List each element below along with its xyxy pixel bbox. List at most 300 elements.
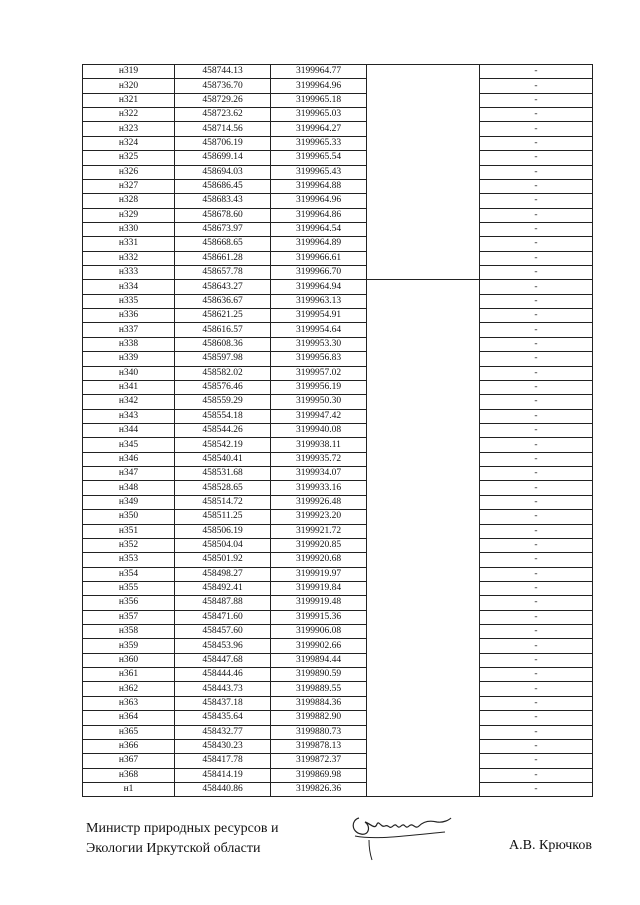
point-id-cell: н320: [83, 79, 175, 93]
y-coordinate-cell: 3199872.37: [271, 754, 367, 768]
x-coordinate-cell: 458661.28: [175, 251, 271, 265]
y-coordinate-cell: 3199826.36: [271, 782, 367, 796]
y-coordinate-cell: 3199902.66: [271, 639, 367, 653]
y-coordinate-cell: 3199953.30: [271, 337, 367, 351]
minister-title-line2: Экологии Иркутской области: [86, 841, 261, 856]
point-id-cell: н335: [83, 294, 175, 308]
note-cell: -: [480, 208, 593, 222]
point-id-cell: н330: [83, 222, 175, 236]
table-row: [83, 409, 593, 423]
table-row: [83, 782, 593, 796]
point-id-cell: н353: [83, 553, 175, 567]
note-cell: -: [480, 222, 593, 236]
point-id-cell: н327: [83, 179, 175, 193]
signatory-name: А.В. Крючков: [509, 838, 592, 853]
empty-cell: [367, 495, 480, 509]
table-row: [83, 452, 593, 466]
x-coordinate-cell: 458511.25: [175, 510, 271, 524]
note-cell: -: [480, 438, 593, 452]
empty-cell: [367, 280, 480, 294]
x-coordinate-cell: 458683.43: [175, 194, 271, 208]
empty-cell: [367, 352, 480, 366]
table-row: [83, 467, 593, 481]
point-id-cell: н328: [83, 194, 175, 208]
point-id-cell: н350: [83, 510, 175, 524]
y-coordinate-cell: 3199890.59: [271, 668, 367, 682]
x-coordinate-cell: 458440.86: [175, 782, 271, 796]
empty-cell: [367, 251, 480, 265]
empty-cell: [367, 725, 480, 739]
x-coordinate-cell: 458471.60: [175, 610, 271, 624]
table-row: [83, 481, 593, 495]
minister-title: [86, 819, 278, 859]
y-coordinate-cell: 3199940.08: [271, 423, 367, 437]
coordinates-table-body: [83, 65, 593, 797]
x-coordinate-cell: 458430.23: [175, 739, 271, 753]
point-id-cell: н334: [83, 280, 175, 294]
table-row: [83, 337, 593, 351]
x-coordinate-cell: 458417.78: [175, 754, 271, 768]
y-coordinate-cell: 3199889.55: [271, 682, 367, 696]
point-id-cell: н324: [83, 136, 175, 150]
empty-cell: [367, 366, 480, 380]
table-row: [83, 653, 593, 667]
point-id-cell: н365: [83, 725, 175, 739]
note-cell: -: [480, 65, 593, 79]
y-coordinate-cell: 3199965.43: [271, 165, 367, 179]
empty-cell: [367, 337, 480, 351]
x-coordinate-cell: 458453.96: [175, 639, 271, 653]
note-cell: -: [480, 294, 593, 308]
note-cell: -: [480, 409, 593, 423]
empty-cell: [367, 610, 480, 624]
table-row: [83, 266, 593, 280]
y-coordinate-cell: 3199935.72: [271, 452, 367, 466]
note-cell: -: [480, 280, 593, 294]
table-row: [83, 208, 593, 222]
empty-cell: [367, 208, 480, 222]
note-cell: -: [480, 122, 593, 136]
empty-cell: [367, 567, 480, 581]
y-coordinate-cell: 3199919.84: [271, 581, 367, 595]
empty-cell: [367, 194, 480, 208]
point-id-cell: н352: [83, 538, 175, 552]
note-cell: -: [480, 108, 593, 122]
y-coordinate-cell: 3199966.70: [271, 266, 367, 280]
x-coordinate-cell: 458729.26: [175, 93, 271, 107]
point-id-cell: н336: [83, 309, 175, 323]
y-coordinate-cell: 3199933.16: [271, 481, 367, 495]
empty-cell: [367, 553, 480, 567]
point-id-cell: н338: [83, 337, 175, 351]
point-id-cell: н321: [83, 93, 175, 107]
minister-title-line1: Министр природных ресурсов и: [86, 821, 279, 836]
empty-cell: [367, 409, 480, 423]
note-cell: -: [480, 625, 593, 639]
x-coordinate-cell: 458443.73: [175, 682, 271, 696]
note-cell: -: [480, 639, 593, 653]
y-coordinate-cell: 3199915.36: [271, 610, 367, 624]
empty-cell: [367, 309, 480, 323]
note-cell: -: [480, 337, 593, 351]
table-row: [83, 711, 593, 725]
point-id-cell: н332: [83, 251, 175, 265]
table-row: [83, 581, 593, 595]
y-coordinate-cell: 3199964.77: [271, 65, 367, 79]
table-row: [83, 65, 593, 79]
x-coordinate-cell: 458576.46: [175, 380, 271, 394]
y-coordinate-cell: 3199964.89: [271, 237, 367, 251]
y-coordinate-cell: 3199921.72: [271, 524, 367, 538]
y-coordinate-cell: 3199906.08: [271, 625, 367, 639]
table-row: [83, 352, 593, 366]
note-cell: -: [480, 395, 593, 409]
note-cell: -: [480, 682, 593, 696]
note-cell: -: [480, 553, 593, 567]
empty-cell: [367, 596, 480, 610]
table-row: [83, 768, 593, 782]
note-cell: -: [480, 782, 593, 796]
empty-cell: [367, 237, 480, 251]
table-row: [83, 510, 593, 524]
empty-cell: [367, 668, 480, 682]
x-coordinate-cell: 458544.26: [175, 423, 271, 437]
note-cell: -: [480, 380, 593, 394]
x-coordinate-cell: 458744.13: [175, 65, 271, 79]
note-cell: -: [480, 366, 593, 380]
empty-cell: [367, 625, 480, 639]
empty-cell: [367, 696, 480, 710]
table-row: [83, 423, 593, 437]
table-row: [83, 108, 593, 122]
note-cell: -: [480, 179, 593, 193]
point-id-cell: н339: [83, 352, 175, 366]
point-id-cell: н349: [83, 495, 175, 509]
note-cell: -: [480, 309, 593, 323]
x-coordinate-cell: 458678.60: [175, 208, 271, 222]
table-row: [83, 222, 593, 236]
empty-cell: [367, 179, 480, 193]
note-cell: -: [480, 237, 593, 251]
x-coordinate-cell: 458528.65: [175, 481, 271, 495]
x-coordinate-cell: 458504.04: [175, 538, 271, 552]
x-coordinate-cell: 458487.88: [175, 596, 271, 610]
table-row: [83, 122, 593, 136]
x-coordinate-cell: 458559.29: [175, 395, 271, 409]
table-row: [83, 93, 593, 107]
y-coordinate-cell: 3199964.54: [271, 222, 367, 236]
empty-cell: [367, 423, 480, 437]
point-id-cell: н347: [83, 467, 175, 481]
x-coordinate-cell: 458673.97: [175, 222, 271, 236]
x-coordinate-cell: 458608.36: [175, 337, 271, 351]
note-cell: -: [480, 93, 593, 107]
note-cell: -: [480, 79, 593, 93]
x-coordinate-cell: 458686.45: [175, 179, 271, 193]
empty-cell: [367, 452, 480, 466]
table-row: [83, 136, 593, 150]
note-cell: -: [480, 151, 593, 165]
point-id-cell: н342: [83, 395, 175, 409]
x-coordinate-cell: 458435.64: [175, 711, 271, 725]
point-id-cell: н329: [83, 208, 175, 222]
table-row: [83, 151, 593, 165]
handwritten-signature: [345, 806, 455, 864]
y-coordinate-cell: 3199882.90: [271, 711, 367, 725]
empty-cell: [367, 222, 480, 236]
x-coordinate-cell: 458723.62: [175, 108, 271, 122]
point-id-cell: н364: [83, 711, 175, 725]
x-coordinate-cell: 458657.78: [175, 266, 271, 280]
x-coordinate-cell: 458616.57: [175, 323, 271, 337]
empty-cell: [367, 768, 480, 782]
note-cell: -: [480, 266, 593, 280]
point-id-cell: н354: [83, 567, 175, 581]
y-coordinate-cell: 3199954.64: [271, 323, 367, 337]
empty-cell: [367, 438, 480, 452]
point-id-cell: н322: [83, 108, 175, 122]
empty-cell: [367, 481, 480, 495]
empty-cell: [367, 639, 480, 653]
point-id-cell: н360: [83, 653, 175, 667]
note-cell: -: [480, 481, 593, 495]
table-row: [83, 323, 593, 337]
point-id-cell: н355: [83, 581, 175, 595]
table-row: [83, 696, 593, 710]
x-coordinate-cell: 458501.92: [175, 553, 271, 567]
y-coordinate-cell: 3199923.20: [271, 510, 367, 524]
table-row: [83, 754, 593, 768]
point-id-cell: н326: [83, 165, 175, 179]
x-coordinate-cell: 458706.19: [175, 136, 271, 150]
x-coordinate-cell: 458699.14: [175, 151, 271, 165]
y-coordinate-cell: 3199965.54: [271, 151, 367, 165]
x-coordinate-cell: 458506.19: [175, 524, 271, 538]
point-id-cell: н319: [83, 65, 175, 79]
y-coordinate-cell: 3199950.30: [271, 395, 367, 409]
note-cell: -: [480, 165, 593, 179]
table-row: [83, 194, 593, 208]
note-cell: -: [480, 711, 593, 725]
empty-cell: [367, 510, 480, 524]
empty-cell: [367, 782, 480, 796]
table-row: [83, 739, 593, 753]
point-id-cell: н351: [83, 524, 175, 538]
x-coordinate-cell: 458736.70: [175, 79, 271, 93]
note-cell: -: [480, 668, 593, 682]
table-row: [83, 567, 593, 581]
empty-cell: [367, 467, 480, 481]
x-coordinate-cell: 458636.67: [175, 294, 271, 308]
table-row: [83, 251, 593, 265]
x-coordinate-cell: 458492.41: [175, 581, 271, 595]
point-id-cell: н344: [83, 423, 175, 437]
point-id-cell: н367: [83, 754, 175, 768]
point-id-cell: н325: [83, 151, 175, 165]
y-coordinate-cell: 3199956.19: [271, 380, 367, 394]
x-coordinate-cell: 458554.18: [175, 409, 271, 423]
empty-cell: [367, 682, 480, 696]
empty-cell: [367, 754, 480, 768]
table-row: [83, 280, 593, 294]
table-row: [83, 668, 593, 682]
note-cell: -: [480, 194, 593, 208]
point-id-cell: н1: [83, 782, 175, 796]
point-id-cell: н331: [83, 237, 175, 251]
x-coordinate-cell: 458540.41: [175, 452, 271, 466]
point-id-cell: н357: [83, 610, 175, 624]
y-coordinate-cell: 3199920.68: [271, 553, 367, 567]
empty-cell: [367, 165, 480, 179]
y-coordinate-cell: 3199869.98: [271, 768, 367, 782]
y-coordinate-cell: 3199964.94: [271, 280, 367, 294]
point-id-cell: н361: [83, 668, 175, 682]
point-id-cell: н343: [83, 409, 175, 423]
table-row: [83, 380, 593, 394]
note-cell: -: [480, 768, 593, 782]
table-row: [83, 438, 593, 452]
x-coordinate-cell: 458694.03: [175, 165, 271, 179]
table-row: [83, 610, 593, 624]
empty-cell: [367, 380, 480, 394]
table-row: [83, 294, 593, 308]
table-row: [83, 725, 593, 739]
y-coordinate-cell: 3199878.13: [271, 739, 367, 753]
y-coordinate-cell: 3199884.36: [271, 696, 367, 710]
note-cell: -: [480, 467, 593, 481]
x-coordinate-cell: 458668.65: [175, 237, 271, 251]
x-coordinate-cell: 458414.19: [175, 768, 271, 782]
table-row: [83, 366, 593, 380]
table-row: [83, 79, 593, 93]
table-row: [83, 625, 593, 639]
y-coordinate-cell: 3199965.33: [271, 136, 367, 150]
empty-cell: [367, 323, 480, 337]
note-cell: -: [480, 725, 593, 739]
point-id-cell: н345: [83, 438, 175, 452]
note-cell: -: [480, 581, 593, 595]
y-coordinate-cell: 3199964.86: [271, 208, 367, 222]
empty-cell: [367, 395, 480, 409]
empty-cell: [367, 653, 480, 667]
x-coordinate-cell: 458498.27: [175, 567, 271, 581]
y-coordinate-cell: 3199934.07: [271, 467, 367, 481]
point-id-cell: н333: [83, 266, 175, 280]
y-coordinate-cell: 3199919.48: [271, 596, 367, 610]
note-cell: -: [480, 754, 593, 768]
point-id-cell: н348: [83, 481, 175, 495]
point-id-cell: н368: [83, 768, 175, 782]
note-cell: -: [480, 452, 593, 466]
y-coordinate-cell: 3199966.61: [271, 251, 367, 265]
empty-cell: [367, 65, 480, 79]
point-id-cell: н341: [83, 380, 175, 394]
note-cell: -: [480, 596, 593, 610]
y-coordinate-cell: 3199964.96: [271, 79, 367, 93]
note-cell: -: [480, 524, 593, 538]
note-cell: -: [480, 567, 593, 581]
table-row: [83, 495, 593, 509]
table-row: [83, 165, 593, 179]
x-coordinate-cell: 458444.46: [175, 668, 271, 682]
y-coordinate-cell: 3199926.48: [271, 495, 367, 509]
y-coordinate-cell: 3199957.02: [271, 366, 367, 380]
point-id-cell: н358: [83, 625, 175, 639]
note-cell: -: [480, 739, 593, 753]
empty-cell: [367, 581, 480, 595]
y-coordinate-cell: 3199938.11: [271, 438, 367, 452]
note-cell: -: [480, 251, 593, 265]
point-id-cell: н363: [83, 696, 175, 710]
y-coordinate-cell: 3199964.27: [271, 122, 367, 136]
y-coordinate-cell: 3199963.13: [271, 294, 367, 308]
note-cell: -: [480, 696, 593, 710]
empty-cell: [367, 294, 480, 308]
y-coordinate-cell: 3199954.91: [271, 309, 367, 323]
y-coordinate-cell: 3199920.85: [271, 538, 367, 552]
point-id-cell: н340: [83, 366, 175, 380]
empty-cell: [367, 136, 480, 150]
note-cell: -: [480, 136, 593, 150]
table-row: [83, 524, 593, 538]
table-row: [83, 395, 593, 409]
empty-cell: [367, 266, 480, 280]
empty-cell: [367, 538, 480, 552]
y-coordinate-cell: 3199947.42: [271, 409, 367, 423]
empty-cell: [367, 79, 480, 93]
point-id-cell: н366: [83, 739, 175, 753]
x-coordinate-cell: 458714.56: [175, 122, 271, 136]
table-row: [83, 237, 593, 251]
note-cell: -: [480, 352, 593, 366]
x-coordinate-cell: 458514.72: [175, 495, 271, 509]
x-coordinate-cell: 458621.25: [175, 309, 271, 323]
table-row: [83, 179, 593, 193]
x-coordinate-cell: 458643.27: [175, 280, 271, 294]
x-coordinate-cell: 458457.60: [175, 625, 271, 639]
coordinates-table: [82, 64, 593, 797]
point-id-cell: н356: [83, 596, 175, 610]
x-coordinate-cell: 458432.77: [175, 725, 271, 739]
point-id-cell: н337: [83, 323, 175, 337]
y-coordinate-cell: 3199880.73: [271, 725, 367, 739]
empty-cell: [367, 739, 480, 753]
x-coordinate-cell: 458437.18: [175, 696, 271, 710]
note-cell: -: [480, 323, 593, 337]
empty-cell: [367, 151, 480, 165]
note-cell: -: [480, 653, 593, 667]
table-row: [83, 639, 593, 653]
y-coordinate-cell: 3199965.18: [271, 93, 367, 107]
table-row: [83, 309, 593, 323]
point-id-cell: н359: [83, 639, 175, 653]
empty-cell: [367, 93, 480, 107]
empty-cell: [367, 108, 480, 122]
x-coordinate-cell: 458582.02: [175, 366, 271, 380]
y-coordinate-cell: 3199965.03: [271, 108, 367, 122]
point-id-cell: н346: [83, 452, 175, 466]
y-coordinate-cell: 3199964.88: [271, 179, 367, 193]
y-coordinate-cell: 3199894.44: [271, 653, 367, 667]
table-row: [83, 682, 593, 696]
y-coordinate-cell: 3199964.96: [271, 194, 367, 208]
x-coordinate-cell: 458531.68: [175, 467, 271, 481]
note-cell: -: [480, 610, 593, 624]
x-coordinate-cell: 458447.68: [175, 653, 271, 667]
point-id-cell: н323: [83, 122, 175, 136]
note-cell: -: [480, 495, 593, 509]
table-row: [83, 538, 593, 552]
